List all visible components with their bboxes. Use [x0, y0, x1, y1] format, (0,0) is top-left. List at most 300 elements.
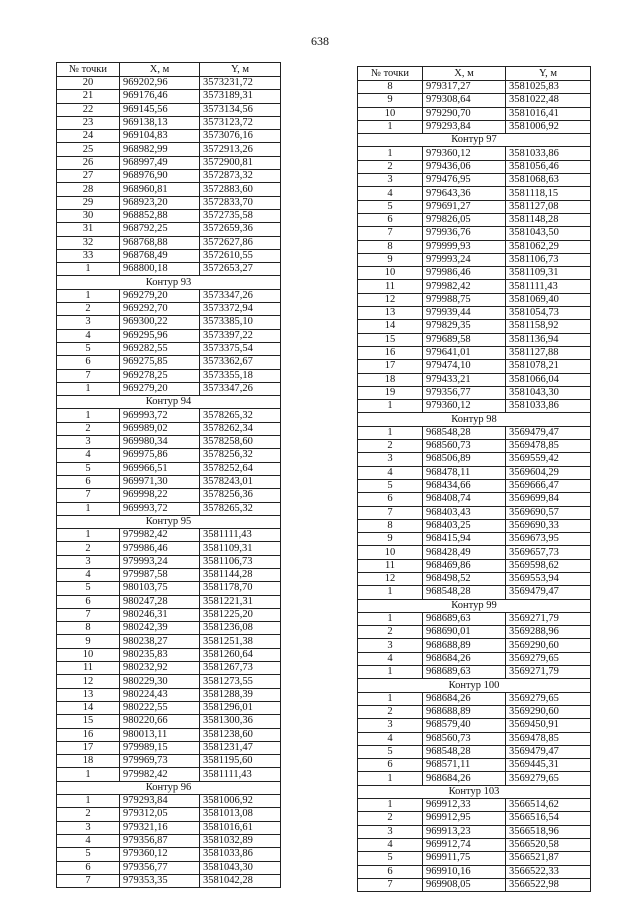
y-coordinate-cell: 3573123,72: [200, 116, 281, 129]
x-coordinate-cell: 979989,15: [120, 741, 200, 754]
point-number-cell: 17: [57, 741, 120, 754]
point-number-cell: 12: [358, 293, 423, 306]
y-coordinate-cell: 3569479,47: [506, 586, 591, 599]
y-coordinate-cell: 3581238,60: [200, 728, 281, 741]
x-coordinate-cell: 968560,73: [423, 440, 506, 453]
table-row: [57, 489, 281, 502]
x-coordinate-cell: 979982,42: [120, 529, 200, 542]
table-row: [358, 213, 591, 226]
table-row: [358, 320, 591, 333]
point-number-cell: 22: [57, 103, 120, 116]
point-number-cell: 19: [358, 386, 423, 399]
point-number-cell: 1: [57, 795, 120, 808]
table-row: [57, 103, 281, 116]
x-coordinate-cell: 979476,95: [423, 174, 506, 187]
table-row: [358, 692, 591, 705]
point-number-cell: 11: [57, 662, 120, 675]
x-coordinate-cell: 979312,05: [120, 808, 200, 821]
y-coordinate-cell: 3569279,65: [506, 772, 591, 785]
table-row: [358, 120, 591, 133]
x-coordinate-cell: 968403,43: [423, 506, 506, 519]
x-coordinate-cell: 979293,84: [120, 795, 200, 808]
x-coordinate-cell: 969993,72: [120, 502, 200, 515]
point-number-cell: 1: [57, 409, 120, 422]
y-coordinate-cell: 3581109,31: [506, 267, 591, 280]
point-number-cell: 1: [358, 612, 423, 625]
y-coordinate-cell: 3581273,55: [200, 675, 281, 688]
point-number-cell: 5: [358, 479, 423, 492]
y-coordinate-cell: 3581043,50: [506, 227, 591, 240]
x-coordinate-cell: 980246,31: [120, 608, 200, 621]
point-number-cell: 24: [57, 130, 120, 143]
point-number-cell: 1: [57, 382, 120, 395]
y-coordinate-cell: 3578265,32: [200, 409, 281, 422]
y-coordinate-cell: 3581296,01: [200, 701, 281, 714]
contour-heading-row: [358, 785, 591, 798]
y-coordinate-cell: 3566522,98: [506, 878, 591, 891]
table-row: [57, 462, 281, 475]
x-coordinate-cell: 980103,75: [120, 582, 200, 595]
table-row: [358, 652, 591, 665]
y-coordinate-cell: 3566514,62: [506, 799, 591, 812]
table-row: [57, 595, 281, 608]
x-coordinate-cell: 980222,55: [120, 701, 200, 714]
point-number-cell: 7: [57, 874, 120, 887]
y-coordinate-cell: 3581111,43: [200, 529, 281, 542]
table-row: [57, 675, 281, 688]
x-coordinate-cell: 969980,34: [120, 436, 200, 449]
point-number-cell: 2: [358, 440, 423, 453]
x-coordinate-cell: 969282,55: [120, 342, 200, 355]
x-coordinate-cell: 969292,70: [120, 303, 200, 316]
table-row: [358, 466, 591, 479]
table-row: [358, 878, 591, 891]
table-row: [57, 834, 281, 847]
table-row: [358, 174, 591, 187]
x-coordinate-cell: 979360,12: [423, 147, 506, 160]
x-coordinate-cell: 979356,77: [120, 861, 200, 874]
y-coordinate-cell: 3578265,32: [200, 502, 281, 515]
table-row: [358, 293, 591, 306]
table-row: [358, 400, 591, 413]
point-number-cell: 4: [57, 568, 120, 581]
y-coordinate-cell: 3572883,60: [200, 183, 281, 196]
table-row: [358, 200, 591, 213]
point-number-cell: 31: [57, 223, 120, 236]
y-coordinate-cell: 3578256,36: [200, 489, 281, 502]
y-coordinate-cell: 3578262,34: [200, 422, 281, 435]
y-coordinate-cell: 3581225,20: [200, 608, 281, 621]
y-coordinate-cell: 3573355,18: [200, 369, 281, 382]
point-number-cell: 4: [358, 466, 423, 479]
point-number-cell: 6: [57, 861, 120, 874]
point-number-cell: 1: [358, 426, 423, 439]
point-number-cell: 1: [358, 120, 423, 133]
point-number-cell: 1: [57, 529, 120, 542]
table-row: [358, 479, 591, 492]
x-coordinate-cell: 980238,27: [120, 635, 200, 648]
table-row: [57, 116, 281, 129]
x-coordinate-cell: 969104,83: [120, 130, 200, 143]
table-row: [57, 436, 281, 449]
y-coordinate-cell: 3581267,73: [200, 662, 281, 675]
point-number-cell: 5: [57, 462, 120, 475]
x-coordinate-cell: 968498,52: [423, 572, 506, 585]
x-coordinate-cell: 969966,51: [120, 462, 200, 475]
y-coordinate-cell: 3581016,41: [506, 107, 591, 120]
table-row: [57, 861, 281, 874]
x-coordinate-cell: 968415,94: [423, 533, 506, 546]
point-number-cell: 12: [57, 675, 120, 688]
y-coordinate-cell: 3581066,04: [506, 373, 591, 386]
x-coordinate-cell: 979689,58: [423, 333, 506, 346]
table-row: [57, 568, 281, 581]
table-row: [57, 196, 281, 209]
table-row: [358, 719, 591, 732]
x-coordinate-cell: 969998,22: [120, 489, 200, 502]
table-row: [57, 329, 281, 342]
point-number-cell: 1: [358, 692, 423, 705]
point-number-cell: 5: [57, 342, 120, 355]
point-number-cell: 3: [358, 825, 423, 838]
table-row: [358, 759, 591, 772]
y-coordinate-cell: 3569479,47: [506, 745, 591, 758]
point-number-cell: 9: [57, 635, 120, 648]
x-coordinate-cell: 969279,20: [120, 382, 200, 395]
contour-heading-row: [57, 396, 281, 409]
table-row: [358, 586, 591, 599]
point-number-cell: 1: [57, 289, 120, 302]
x-coordinate-cell: 979939,44: [423, 307, 506, 320]
x-coordinate-cell: 968976,90: [120, 170, 200, 183]
y-coordinate-cell: 3581236,08: [200, 622, 281, 635]
y-coordinate-cell: 3581195,60: [200, 755, 281, 768]
point-number-cell: 1: [358, 400, 423, 413]
table-row: [358, 227, 591, 240]
table-row: [358, 639, 591, 652]
point-number-cell: 32: [57, 236, 120, 249]
y-coordinate-cell: 3581016,61: [200, 821, 281, 834]
x-coordinate-cell: 979643,36: [423, 187, 506, 200]
x-coordinate-cell: 968960,81: [120, 183, 200, 196]
table-row: [358, 386, 591, 399]
y-coordinate-cell: 3569271,79: [506, 666, 591, 679]
point-number-cell: 4: [57, 834, 120, 847]
point-number-cell: 4: [57, 329, 120, 342]
point-number-cell: 2: [57, 303, 120, 316]
point-number-cell: 6: [57, 356, 120, 369]
point-number-cell: 27: [57, 170, 120, 183]
y-coordinate-cell: 3581106,73: [200, 555, 281, 568]
table-row: [57, 635, 281, 648]
point-number-cell: 1: [57, 502, 120, 515]
x-coordinate-cell: 979641,01: [423, 346, 506, 359]
point-number-cell: 26: [57, 156, 120, 169]
table-row: [358, 440, 591, 453]
point-number-cell: 5: [57, 848, 120, 861]
table-row: [358, 346, 591, 359]
x-coordinate-cell: 968982,99: [120, 143, 200, 156]
y-coordinate-cell: 3566522,33: [506, 865, 591, 878]
table-row: [57, 422, 281, 435]
y-coordinate-cell: 3572833,70: [200, 196, 281, 209]
point-number-cell: 16: [358, 346, 423, 359]
point-number-cell: 33: [57, 249, 120, 262]
table-row: [57, 582, 281, 595]
point-number-cell: 6: [57, 475, 120, 488]
y-coordinate-cell: 3573362,67: [200, 356, 281, 369]
point-number-cell: 5: [358, 852, 423, 865]
x-coordinate-cell: 968408,74: [423, 493, 506, 506]
table-row: [57, 316, 281, 329]
x-coordinate-cell: 968688,89: [423, 705, 506, 718]
point-number-cell: 1: [358, 772, 423, 785]
y-coordinate-cell: 3573375,54: [200, 342, 281, 355]
x-coordinate-cell: 968478,11: [423, 466, 506, 479]
header-point-number: № точки: [57, 63, 120, 77]
table-row: [358, 493, 591, 506]
y-coordinate-cell: 3569553,94: [506, 572, 591, 585]
x-coordinate-cell: 968548,28: [423, 745, 506, 758]
point-number-cell: 13: [57, 688, 120, 701]
table-row: [57, 90, 281, 103]
x-coordinate-cell: 979433,21: [423, 373, 506, 386]
table-row: [57, 156, 281, 169]
y-coordinate-cell: 3569290,60: [506, 639, 591, 652]
y-coordinate-cell: 3581078,21: [506, 360, 591, 373]
contour-heading-row: [358, 413, 591, 426]
y-coordinate-cell: 3581056,46: [506, 160, 591, 173]
y-coordinate-cell: 3572913,26: [200, 143, 281, 156]
y-coordinate-cell: 3573134,56: [200, 103, 281, 116]
point-number-cell: 2: [57, 542, 120, 555]
x-coordinate-cell: 979691,27: [423, 200, 506, 213]
point-number-cell: 10: [358, 267, 423, 280]
table-row: [57, 741, 281, 754]
y-coordinate-cell: 3581118,15: [506, 187, 591, 200]
y-coordinate-cell: 3569559,42: [506, 453, 591, 466]
table-row: [57, 768, 281, 781]
point-number-cell: 10: [57, 648, 120, 661]
point-number-cell: 4: [358, 187, 423, 200]
table-row: [358, 572, 591, 585]
point-number-cell: 21: [57, 90, 120, 103]
table-row: [358, 838, 591, 851]
table-row: [57, 223, 281, 236]
point-number-cell: 30: [57, 209, 120, 222]
table-row: [358, 533, 591, 546]
point-number-cell: 8: [358, 519, 423, 532]
header-y: Y, м: [200, 63, 281, 77]
y-coordinate-cell: 3573231,72: [200, 77, 281, 90]
x-coordinate-cell: 979986,46: [120, 542, 200, 555]
x-coordinate-cell: 969202,96: [120, 77, 200, 90]
point-number-cell: 10: [358, 107, 423, 120]
y-coordinate-cell: 3573372,94: [200, 303, 281, 316]
x-coordinate-cell: 969912,95: [423, 812, 506, 825]
table-row: [57, 728, 281, 741]
x-coordinate-cell: 969993,72: [120, 409, 200, 422]
table-row: [57, 874, 281, 887]
table-row: [358, 825, 591, 838]
y-coordinate-cell: 3578258,60: [200, 436, 281, 449]
table-row: [57, 662, 281, 675]
y-coordinate-cell: 3578243,01: [200, 475, 281, 488]
x-coordinate-cell: 968997,49: [120, 156, 200, 169]
point-number-cell: 4: [358, 838, 423, 851]
x-coordinate-cell: 969176,46: [120, 90, 200, 103]
x-coordinate-cell: 968434,66: [423, 479, 506, 492]
x-coordinate-cell: 980232,92: [120, 662, 200, 675]
table-row: [358, 865, 591, 878]
y-coordinate-cell: 3573347,26: [200, 289, 281, 302]
x-coordinate-cell: 968469,86: [423, 559, 506, 572]
y-coordinate-cell: 3569450,91: [506, 719, 591, 732]
y-coordinate-cell: 3581260,64: [200, 648, 281, 661]
y-coordinate-cell: 3569279,65: [506, 652, 591, 665]
table-row: [57, 542, 281, 555]
y-coordinate-cell: 3581069,40: [506, 293, 591, 306]
point-number-cell: 6: [358, 865, 423, 878]
point-number-cell: 2: [358, 812, 423, 825]
x-coordinate-cell: 969912,74: [423, 838, 506, 851]
x-coordinate-cell: 969912,33: [423, 799, 506, 812]
x-coordinate-cell: 979353,35: [120, 874, 200, 887]
table-row: [57, 209, 281, 222]
table-row: [358, 107, 591, 120]
y-coordinate-cell: 3566518,96: [506, 825, 591, 838]
point-number-cell: 1: [358, 147, 423, 160]
table-row: [358, 705, 591, 718]
point-number-cell: 3: [57, 316, 120, 329]
y-coordinate-cell: 3581251,38: [200, 635, 281, 648]
x-coordinate-cell: 979360,12: [423, 400, 506, 413]
y-coordinate-cell: 3566516,54: [506, 812, 591, 825]
y-coordinate-cell: 3569657,73: [506, 546, 591, 559]
y-coordinate-cell: 3569699,84: [506, 493, 591, 506]
y-coordinate-cell: 3572735,58: [200, 209, 281, 222]
point-number-cell: 17: [358, 360, 423, 373]
point-number-cell: 3: [57, 821, 120, 834]
table-row: [358, 333, 591, 346]
x-coordinate-cell: 968689,63: [423, 612, 506, 625]
table-row: [358, 94, 591, 107]
x-coordinate-cell: 979969,73: [120, 755, 200, 768]
point-number-cell: 7: [57, 369, 120, 382]
point-number-cell: 25: [57, 143, 120, 156]
point-number-cell: 7: [358, 227, 423, 240]
table-row: [57, 502, 281, 515]
x-coordinate-cell: 979356,87: [120, 834, 200, 847]
x-coordinate-cell: 979356,77: [423, 386, 506, 399]
x-coordinate-cell: 968852,88: [120, 209, 200, 222]
y-coordinate-cell: 3569673,95: [506, 533, 591, 546]
x-coordinate-cell: 979308,64: [423, 94, 506, 107]
x-coordinate-cell: 969910,16: [423, 865, 506, 878]
y-coordinate-cell: 3581221,31: [200, 595, 281, 608]
x-coordinate-cell: 968548,28: [423, 426, 506, 439]
y-coordinate-cell: 3572610,55: [200, 249, 281, 262]
point-number-cell: 4: [358, 652, 423, 665]
table-row: [358, 626, 591, 639]
y-coordinate-cell: 3581111,43: [506, 280, 591, 293]
contour-heading: Контур 100: [358, 679, 591, 692]
y-coordinate-cell: 3572627,86: [200, 236, 281, 249]
y-coordinate-cell: 3581106,73: [506, 253, 591, 266]
point-number-cell: 3: [358, 639, 423, 652]
x-coordinate-cell: 979987,58: [120, 568, 200, 581]
y-coordinate-cell: 3581300,36: [200, 715, 281, 728]
x-coordinate-cell: 969279,20: [120, 289, 200, 302]
x-coordinate-cell: 969300,22: [120, 316, 200, 329]
point-number-cell: 3: [358, 453, 423, 466]
y-coordinate-cell: 3572659,36: [200, 223, 281, 236]
table-row: [358, 519, 591, 532]
table-row: [358, 666, 591, 679]
x-coordinate-cell: 968768,49: [120, 249, 200, 262]
contour-heading-row: [57, 276, 281, 289]
x-coordinate-cell: 968800,18: [120, 263, 200, 276]
contour-heading: Контур 97: [358, 134, 591, 147]
x-coordinate-cell: 979360,12: [120, 848, 200, 861]
table-row: [358, 307, 591, 320]
table-row: [358, 373, 591, 386]
x-coordinate-cell: 968506,89: [423, 453, 506, 466]
point-number-cell: 2: [358, 626, 423, 639]
table-row: [358, 546, 591, 559]
x-coordinate-cell: 980013,11: [120, 728, 200, 741]
y-coordinate-cell: 3573397,22: [200, 329, 281, 342]
table-row: [57, 143, 281, 156]
point-number-cell: 2: [358, 160, 423, 173]
table-row: [57, 608, 281, 621]
x-coordinate-cell: 979293,84: [423, 120, 506, 133]
x-coordinate-cell: 979982,42: [423, 280, 506, 293]
point-number-cell: 8: [358, 81, 423, 94]
point-number-cell: 2: [57, 422, 120, 435]
y-coordinate-cell: 3581231,47: [200, 741, 281, 754]
x-coordinate-cell: 979986,46: [423, 267, 506, 280]
y-coordinate-cell: 3581288,39: [200, 688, 281, 701]
x-coordinate-cell: 979993,24: [120, 555, 200, 568]
point-number-cell: 10: [358, 546, 423, 559]
x-coordinate-cell: 968768,88: [120, 236, 200, 249]
table-row: [358, 360, 591, 373]
coordinates-table-left: [56, 62, 281, 888]
y-coordinate-cell: 3581022,48: [506, 94, 591, 107]
y-coordinate-cell: 3569478,85: [506, 732, 591, 745]
point-number-cell: 15: [57, 715, 120, 728]
table-row: [358, 81, 591, 94]
y-coordinate-cell: 3581043,30: [200, 861, 281, 874]
table-row: [358, 772, 591, 785]
contour-heading-row: [358, 679, 591, 692]
x-coordinate-cell: 979829,35: [423, 320, 506, 333]
table-header-row: [57, 63, 281, 77]
point-number-cell: 8: [57, 622, 120, 635]
y-coordinate-cell: 3578256,32: [200, 449, 281, 462]
y-coordinate-cell: 3569666,47: [506, 479, 591, 492]
y-coordinate-cell: 3581144,28: [200, 568, 281, 581]
point-number-cell: 3: [57, 555, 120, 568]
y-coordinate-cell: 3581042,28: [200, 874, 281, 887]
table-row: [57, 303, 281, 316]
point-number-cell: 23: [57, 116, 120, 129]
y-coordinate-cell: 3581136,94: [506, 333, 591, 346]
table-row: [358, 147, 591, 160]
x-coordinate-cell: 980229,30: [120, 675, 200, 688]
x-coordinate-cell: 968690,01: [423, 626, 506, 639]
